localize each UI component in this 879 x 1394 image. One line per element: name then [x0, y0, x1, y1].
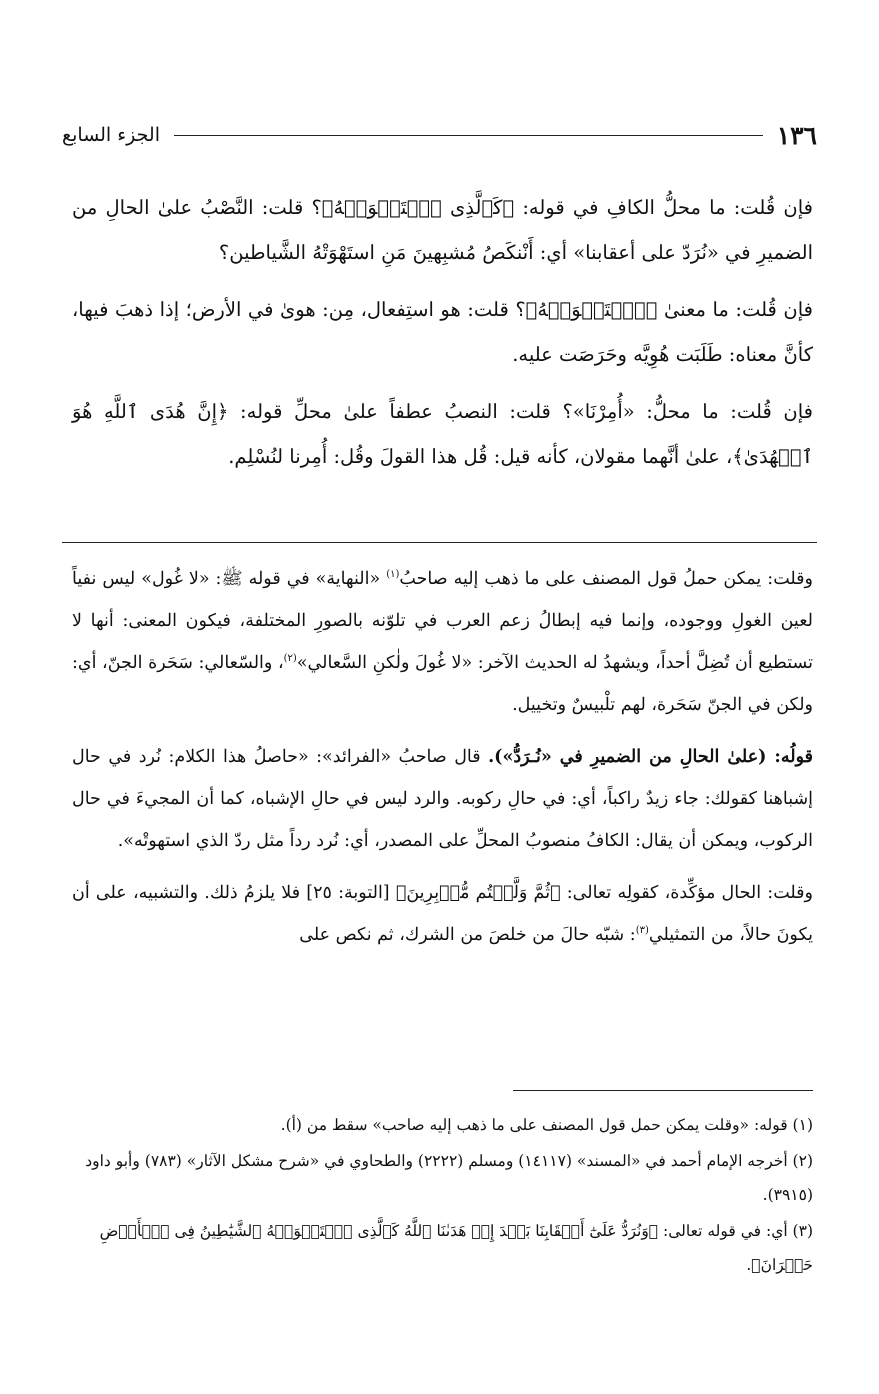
- commentary-paragraph-3: [72, 872, 813, 956]
- commentary-p2-lead: قولُه: (علىٰ الحالِ من الضميرِ في «نُـرَدُّ»).: [488, 747, 813, 767]
- header-rule: [174, 135, 763, 136]
- footnote-1: (١) قوله: «وقلت يمكن حمل قول المصنف على ما ذهب إليه صاحب» سقط من (أ).: [280, 1116, 813, 1134]
- footnotes: [72, 1108, 813, 1284]
- section-divider: [62, 542, 817, 543]
- commentary-paragraph-1: [72, 558, 813, 726]
- commentary-p1-c: ، والسّعالي: سَحَرة الجنّ، أي: ولكن في الجنّ سَحَرة، لهم تلْبيسٌ وتخييل.: [72, 653, 813, 715]
- commentary-paragraph-2: [72, 736, 813, 862]
- footnote-2: (٢) أخرجه الإمام أحمد في «المسند» (١٤١١٧) ومسلم (٢٢٢٢) والطحاوي في «شرح مشكل الآثار» (٧٨٣) وأبو داود (٣٩١٥).: [85, 1152, 813, 1204]
- commentary-p1-b: «النهاية» في قوله ﷺ: «لا غُول» ليس نفياً لعين الغولِ ووجوده، وإنما فيه إبطالُ زعم العرب في تلوّنه بالصورِ المختلفة، فيكون المعنى: أنها لا تستطيع أن تُضِلَّ أحداً، ويشهدُ له الحديث الآخر: «لا غُولَ ولٰكنِ السَّعالي»: [72, 569, 813, 673]
- page-number: ١٣٦: [776, 120, 817, 150]
- commentary-text: [72, 558, 813, 966]
- main-paragraph-3: فإن قُلت: ما محلُّ: «أُمِرْنَا»؟ قلت: النصبُ عطفاً علىٰ محلِّ قوله: ﴿إِنَّ هُدَى ٱللَّهِ هُوَ ٱلۡهُدَىٰ﴾، علىٰ أنَّهما مقولان، كأنه قيل: قُل هذا القولَ وقُل: أُمِرنا لنُسْلِم.: [72, 400, 813, 468]
- footnote-rule: [513, 1090, 813, 1091]
- footnote-ref-2: (٢): [283, 653, 297, 665]
- commentary-p3-b: : شبّه حالَ من خلصَ من الشرك، ثم نكص على: [299, 925, 636, 945]
- page-header: [62, 118, 817, 152]
- main-paragraph-2: فإن قُلت: ما معنىٰ ﴿ٱسۡتَهۡوَتۡهُ﴾؟ قلت: هو استِفعال، مِن: هوىٰ في الأرض؛ إذا ذهبَ فيها، كأنَّ معناه: طَلَبَت هُوِيَّه وحَرَصَت عليه.: [72, 298, 813, 366]
- main-text: [72, 185, 813, 491]
- running-title: الجزء السابع: [62, 124, 160, 146]
- commentary-p3-a: وقلت: الحال مؤكِّدة، كقولِه تعالى: ﴿ثُمَّ وَلَّيۡتُم مُّدۡبِرِينَ﴾ [التوبة: ٢٥] فلا يلزمُ ذلك. والتشبيه، على أن يكونَ حالاً، من التمثيلي: [72, 883, 813, 945]
- footnote-ref-1: (١): [386, 569, 400, 581]
- main-paragraph-1: فإن قُلت: ما محلُّ الكافِ في قوله: ﴿كَٱلَّذِى ٱسۡتَهۡوَتۡهُ﴾؟ قلت: النَّصْبُ علىٰ الحالِ من الضميرِ في «نُرَدّ على أعقابنا» أي: أَنْنكَصُ مُشبِهينَ مَنِ استَهْوَتْهُ الشَّياطين؟: [72, 196, 813, 264]
- commentary-p2-rest: قال صاحبُ «الفرائد»: «حاصلُ هذا الكلام: نُرد في حال إشباهنا كقولك: جاء زيدٌ راكباً، أي: في حالِ ركوبه. والرد ليس في حالِ الإشباه، كما أن المجيءَ في حال الركوب، ويمكن أن يقال: الكافُ منصوبُ المحلِّ على المصدر، أي: نُرد رداً مثل ردّ الذي استهوتْه».: [72, 747, 813, 851]
- footnote-3: (٣) أي: في قوله تعالى: ﴿وَنُرَدُّ عَلَىٰٓ أَعۡقَابِنَا بَعۡدَ إِذۡ هَدَىٰنَا ٱللَّهُ كَٱلَّذِى ٱسۡتَهۡوَتۡهُ ٱلشَّيَٰطِينُ فِى ٱلۡأَرۡضِ حَيۡرَانَ﴾.: [99, 1222, 813, 1274]
- footnote-ref-3: (٣): [635, 925, 649, 937]
- commentary-p1-a: وقلت: يمكن حملُ قول المصنف على ما ذهب إليه صاحبُ: [399, 569, 813, 589]
